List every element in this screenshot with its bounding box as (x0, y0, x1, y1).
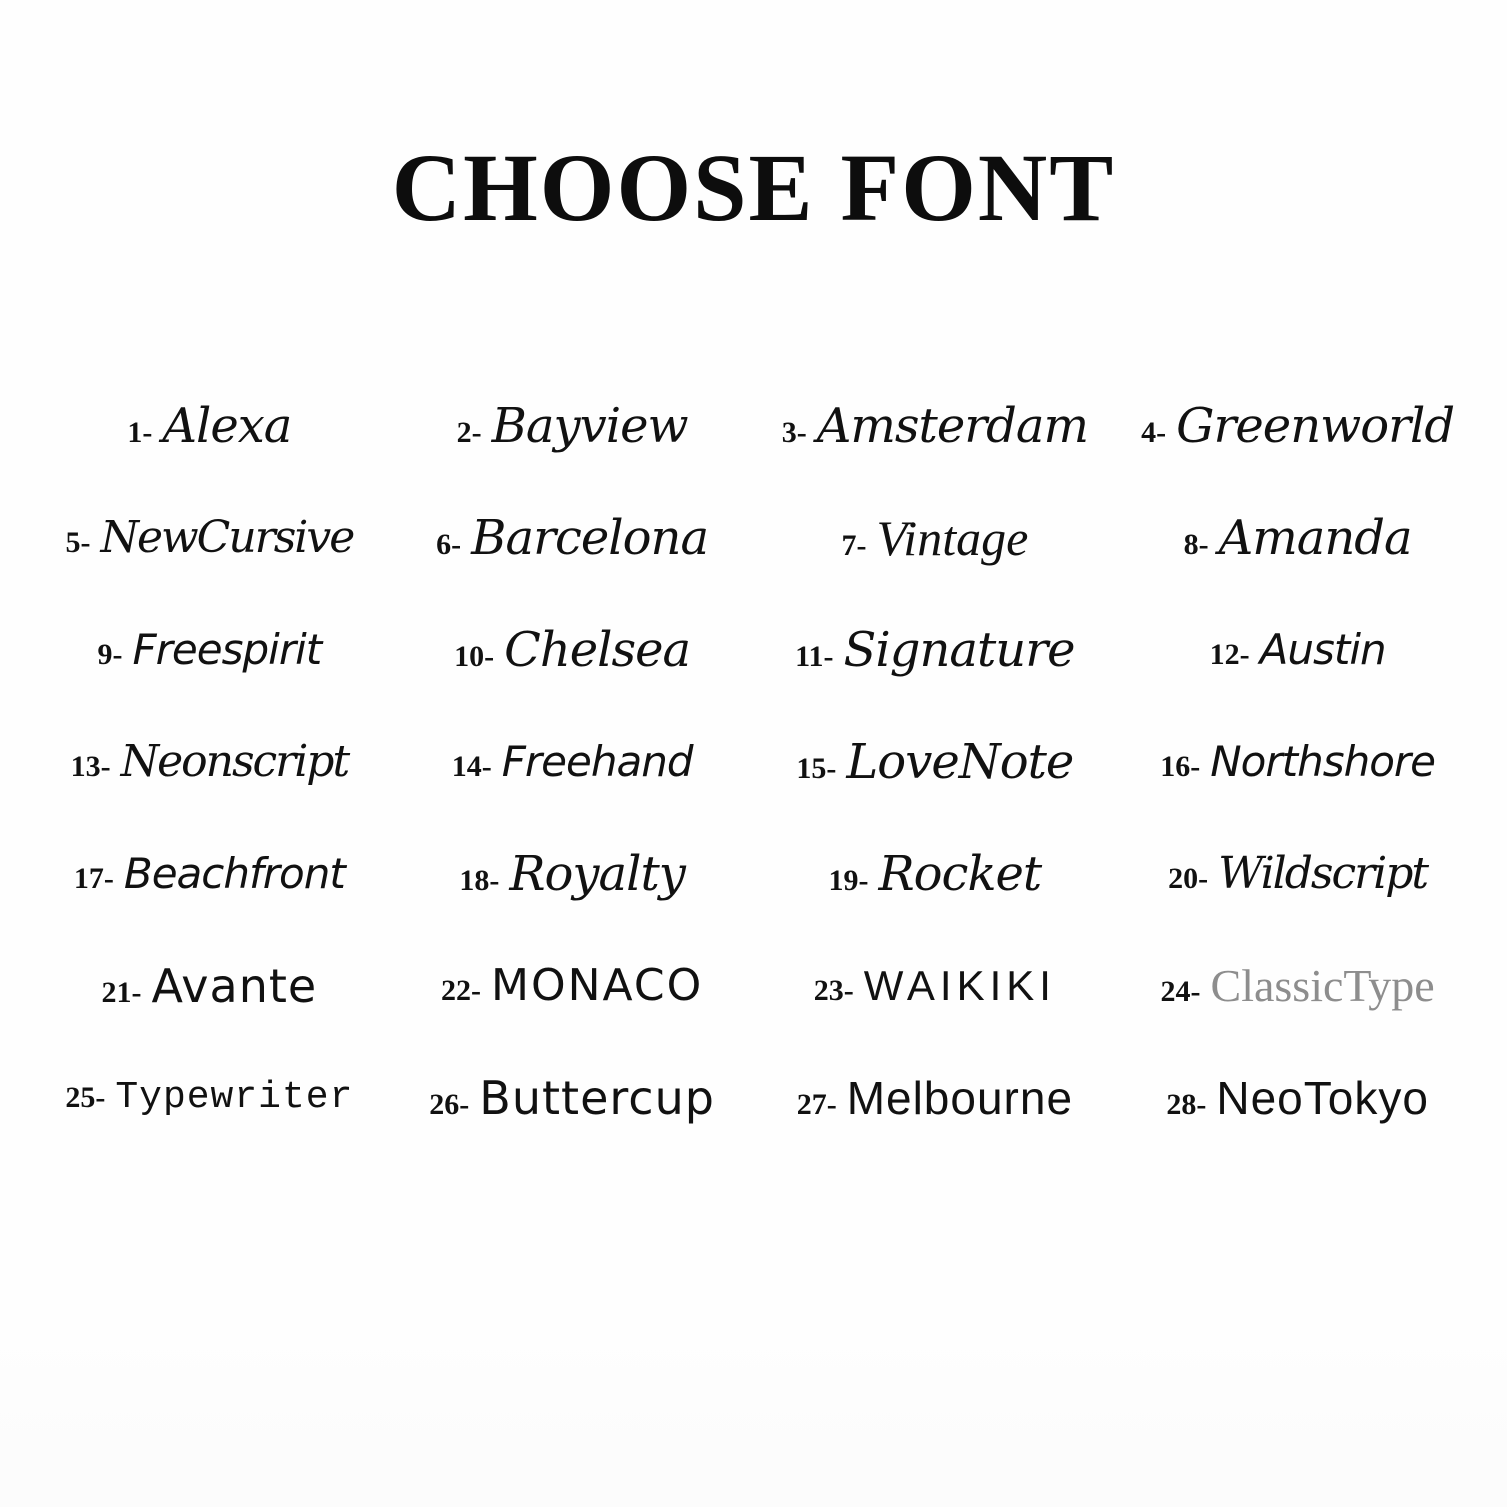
font-option-12[interactable] (1116, 624, 1479, 674)
font-option-9[interactable] (28, 624, 391, 674)
font-option-name: Alexa (162, 398, 292, 454)
font-option-23[interactable] (754, 961, 1117, 1009)
font-option-25[interactable] (28, 1076, 391, 1119)
font-option-number: 22- (441, 974, 482, 1007)
font-option-number: 7- (841, 529, 867, 562)
font-option-name: Signature (843, 622, 1075, 678)
font-option-6[interactable] (391, 510, 754, 566)
font-option-name: Northshore (1210, 736, 1436, 786)
page-bottom-fade (0, 1307, 1507, 1507)
font-option-20[interactable] (1116, 848, 1479, 899)
font-option-number: 24- (1160, 975, 1201, 1008)
font-option-13[interactable] (28, 736, 391, 787)
font-option-name: Chelsea (504, 622, 691, 678)
font-option-name: NewCursive (100, 512, 354, 563)
font-option-name: Bayview (491, 398, 688, 454)
font-option-name: Avante (151, 958, 318, 1013)
font-option-number: 16- (1160, 749, 1201, 783)
font-option-number: 18- (459, 864, 500, 897)
font-option-number: 23- (813, 973, 854, 1007)
font-option-name: Barcelona (471, 510, 709, 566)
font-option-18[interactable] (391, 846, 754, 902)
font-option-number: 8- (1183, 528, 1209, 561)
font-option-28[interactable] (1116, 1071, 1479, 1124)
font-option-name: MONACO (491, 960, 704, 1011)
font-option-number: 3- (781, 416, 807, 449)
font-option-7[interactable] (754, 510, 1117, 566)
font-option-21[interactable] (28, 958, 391, 1013)
font-option-number: 1- (127, 416, 153, 449)
font-option-19[interactable] (754, 846, 1117, 902)
font-option-number: 17- (73, 861, 114, 895)
font-option-number: 2- (456, 416, 482, 449)
font-option-number: 4- (1141, 416, 1167, 449)
font-option-number: 28- (1166, 1087, 1207, 1121)
font-option-5[interactable] (28, 512, 391, 563)
font-option-4[interactable] (1116, 398, 1479, 454)
font-option-name: ClassicType (1210, 960, 1435, 1011)
font-option-22[interactable] (391, 960, 754, 1011)
font-option-number: 14- (451, 749, 492, 783)
font-option-name: Austin (1259, 624, 1386, 674)
font-option-name: Amanda (1218, 510, 1412, 566)
font-option-number: 26- (429, 1087, 470, 1121)
font-option-14[interactable] (391, 736, 754, 786)
font-option-11[interactable] (754, 622, 1117, 678)
font-option-name: WAIKIKI (863, 961, 1056, 1009)
font-option-name: Greenworld (1176, 398, 1455, 454)
font-option-name: Melbourne (846, 1071, 1074, 1124)
page-title: CHOOSE FONT (391, 134, 1116, 241)
font-option-17[interactable] (28, 848, 391, 898)
font-option-number: 9- (97, 637, 123, 671)
font-option-name: Beachfront (123, 848, 345, 898)
font-option-name: Royalty (509, 846, 685, 902)
font-option-16[interactable] (1116, 736, 1479, 786)
font-option-number: 5- (65, 526, 91, 559)
font-option-name: Typewriter (115, 1076, 354, 1119)
font-option-27[interactable] (754, 1071, 1117, 1124)
font-option-15[interactable] (754, 734, 1117, 790)
font-option-24[interactable] (1116, 960, 1479, 1011)
font-option-name: Wildscript (1218, 848, 1428, 899)
font-option-26[interactable] (391, 1070, 754, 1125)
font-option-name: Rocket (878, 846, 1042, 902)
font-option-number: 13- (70, 750, 111, 783)
font-option-number: 15- (796, 752, 837, 785)
font-option-number: 27- (796, 1087, 837, 1121)
font-option-name: Vintage (876, 510, 1029, 566)
font-option-number: 10- (454, 640, 495, 673)
font-option-1[interactable] (28, 398, 391, 454)
font-option-number: 25- (65, 1081, 106, 1114)
font-option-8[interactable] (1116, 510, 1479, 566)
font-options-grid (28, 370, 1479, 1154)
font-option-number: 19- (828, 864, 869, 897)
font-option-name: Freehand (501, 736, 693, 786)
font-option-name: Neonscript (120, 736, 349, 787)
font-option-name: Freespirit (132, 624, 322, 674)
font-option-2[interactable] (391, 398, 754, 454)
font-option-number: 21- (101, 975, 142, 1009)
font-option-3[interactable] (754, 398, 1117, 454)
font-option-10[interactable] (391, 622, 754, 678)
font-option-number: 20- (1168, 862, 1209, 895)
font-option-number: 11- (795, 640, 834, 673)
font-option-name: Buttercup (479, 1070, 715, 1125)
font-option-number: 12- (1209, 637, 1250, 671)
font-option-name: LoveNote (846, 734, 1074, 790)
font-option-name: Amsterdam (816, 398, 1089, 454)
font-option-number: 6- (436, 528, 462, 561)
font-option-name: NeoTokyo (1216, 1071, 1429, 1124)
